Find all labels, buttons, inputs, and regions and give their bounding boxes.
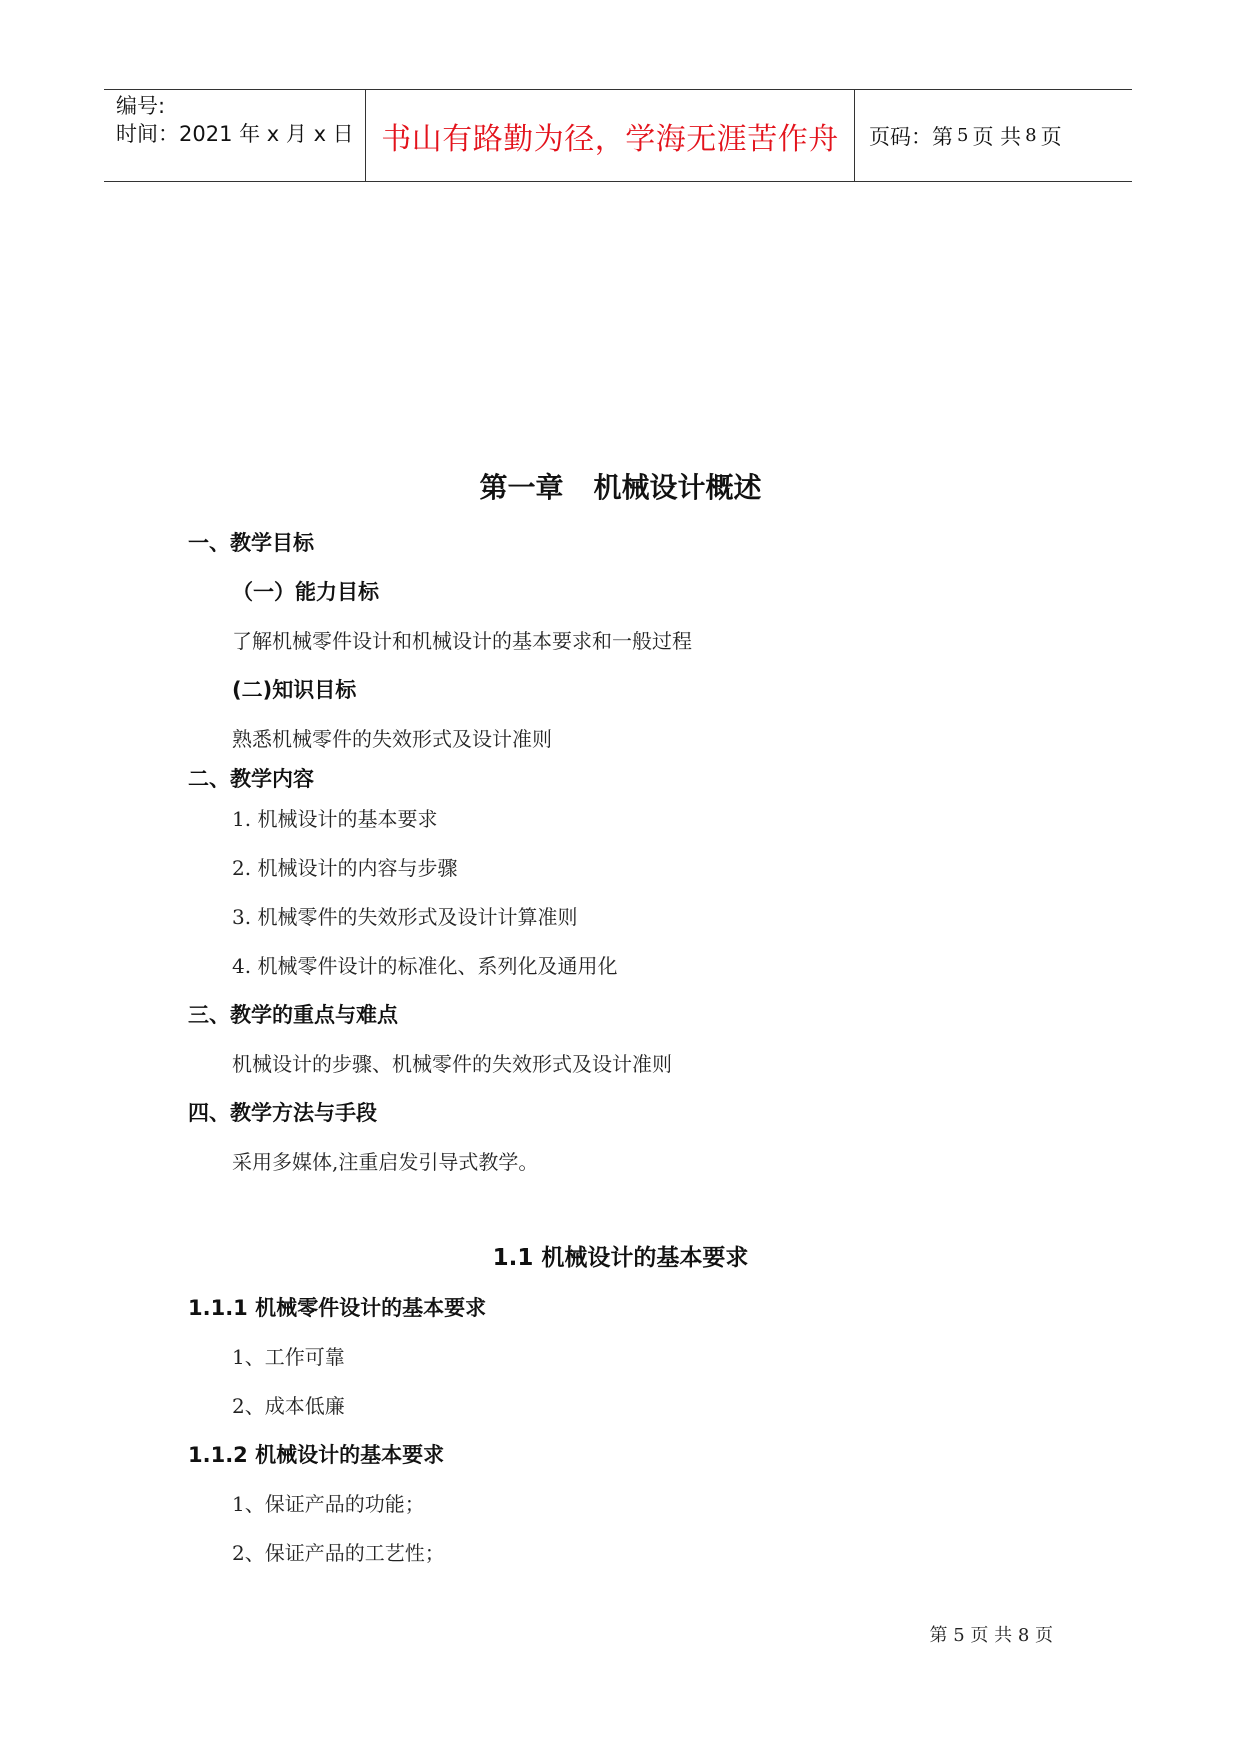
- key-points-text: 机械设计的步骤、机械零件的失效形式及设计准则: [232, 1052, 672, 1076]
- heading-key-points: 三、教学的重点与难点: [188, 1003, 398, 1027]
- page-footer: 第 5 页 共 8 页: [929, 1625, 1053, 1646]
- knowledge-goals-text: 熟悉机械零件的失效形式及设计准则: [232, 727, 552, 751]
- chapter-title: [0, 466, 1241, 506]
- page-number-mid: 页 共: [972, 124, 1022, 149]
- header-info-cell: [104, 90, 366, 181]
- heading-teaching-goals: 一、教学目标: [188, 531, 314, 555]
- heading-ability-goals: （一）能力目标: [232, 580, 379, 604]
- header-motto-cell: [366, 90, 855, 181]
- list-item: 1、工作可靠: [232, 1345, 345, 1369]
- list-item: 1、保证产品的功能；: [232, 1492, 425, 1516]
- list-item: 2、成本低廉: [232, 1394, 345, 1418]
- chapter-label: 第一章: [479, 471, 564, 504]
- document-number-label: 编号:: [116, 94, 166, 118]
- page-number-prefix: 页码：第: [869, 124, 953, 149]
- list-item: 1. 机械设计的基本要求: [232, 807, 438, 831]
- page-number-suffix: 页: [1040, 124, 1062, 149]
- list-item: 4. 机械零件设计的标准化、系列化及通用化: [232, 954, 618, 978]
- subsection-title: 1.1.2 机械设计的基本要求: [188, 1443, 445, 1467]
- section-title: 1.1 机械设计的基本要求: [492, 1245, 749, 1271]
- ability-goals-text: 了解机械零件设计和机械设计的基本要求和一般过程: [232, 629, 692, 653]
- list-item: 2. 机械设计的内容与步骤: [232, 856, 458, 880]
- chapter-name: 机械设计概述: [593, 471, 762, 504]
- subsection-title: 1.1.1 机械零件设计的基本要求: [188, 1296, 487, 1320]
- header-motto: 书山有路勤为径，学海无涯苦作舟: [381, 121, 839, 157]
- page-header: [104, 89, 1132, 182]
- header-page-cell: [855, 90, 1132, 181]
- heading-teaching-content: 二、教学内容: [188, 767, 314, 791]
- list-item: 3. 机械零件的失效形式及设计计算准则: [232, 905, 578, 929]
- heading-knowledge-goals: (二)知识目标: [232, 678, 357, 702]
- heading-teaching-methods: 四、教学方法与手段: [188, 1101, 377, 1125]
- page-number-current: 5: [957, 125, 969, 146]
- teaching-methods-text: 采用多媒体,注重启发引导式教学。: [232, 1150, 539, 1174]
- page-number-total: 8: [1025, 125, 1037, 146]
- list-item: 2、保证产品的工艺性；: [232, 1541, 445, 1565]
- document-time-label: 时间：2021 年 x 月 x 日: [116, 122, 354, 146]
